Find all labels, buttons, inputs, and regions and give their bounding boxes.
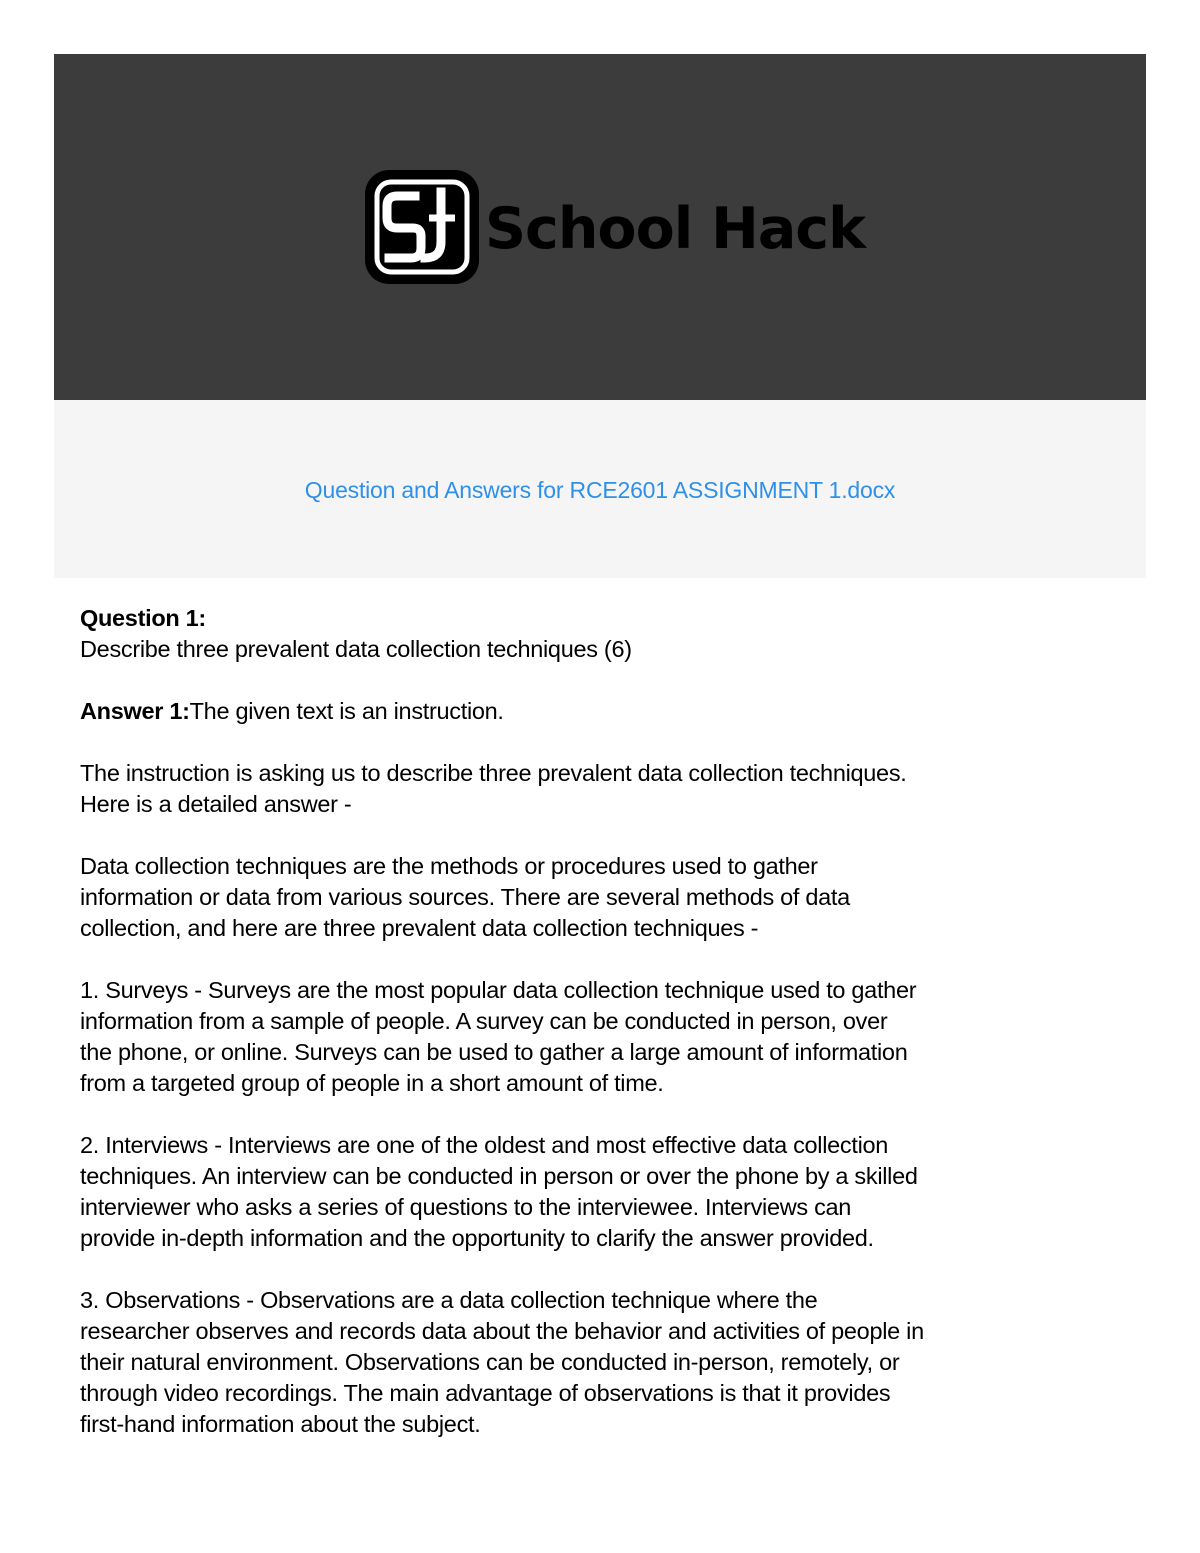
interviews-line: techniques. An interview can be conducted in person or over the phone by a skilled <box>80 1163 918 1189</box>
surveys-line: information from a sample of people. A survey can be conducted in person, over <box>80 1008 888 1034</box>
interviews-line: provide in-depth information and the opportunity to clarify the answer provided. <box>80 1225 874 1251</box>
sh-monogram-logo-icon <box>363 168 481 286</box>
definition-line: Data collection techniques are the methods or procedures used to gather <box>80 853 818 879</box>
interviews-line: 2. Interviews - Interviews are one of the oldest and most effective data collection <box>80 1132 889 1158</box>
definition-line: information or data from various sources. There are several methods of data <box>80 884 850 910</box>
surveys-line: the phone, or online. Surveys can be used to gather a large amount of information <box>80 1039 908 1065</box>
question-label: Question 1: <box>80 605 206 631</box>
interviews-line: interviewer who asks a series of questions to the interviewee. Interviews can <box>80 1194 852 1220</box>
observations-line: their natural environment. Observations can be conducted in-person, remotely, or <box>80 1349 900 1375</box>
brand-name: School Hack <box>485 195 865 262</box>
surveys-line: 1. Surveys - Surveys are the most popular data collection technique used to gather <box>80 977 917 1003</box>
document-body <box>80 603 1155 1440</box>
answer-label: Answer 1: <box>80 698 190 724</box>
observations-line: first-hand information about the subject. <box>80 1411 481 1437</box>
observations-line: through video recordings. The main advantage of observations is that it provides <box>80 1380 891 1406</box>
instruction-line: Here is a detailed answer - <box>80 791 352 817</box>
school-hack-logo <box>363 168 865 286</box>
instruction-line: The instruction is asking us to describe three prevalent data collection techniques. <box>80 760 907 786</box>
surveys-line: from a targeted group of people in a short amount of time. <box>80 1070 664 1096</box>
title-band <box>54 400 1146 578</box>
question-text: Describe three prevalent data collection techniques (6) <box>80 636 632 662</box>
definition-line: collection, and here are three prevalent data collection techniques - <box>80 915 759 941</box>
observations-line: 3. Observations - Observations are a data collection technique where the <box>80 1287 818 1313</box>
observations-line: researcher observes and records data about the behavior and activities of people in <box>80 1318 924 1344</box>
answer-intro: The given text is an instruction. <box>189 698 504 724</box>
document-title: Question and Answers for RCE2601 ASSIGNMENT 1.docx <box>304 477 896 503</box>
answer-paragraph <box>80 696 1155 727</box>
